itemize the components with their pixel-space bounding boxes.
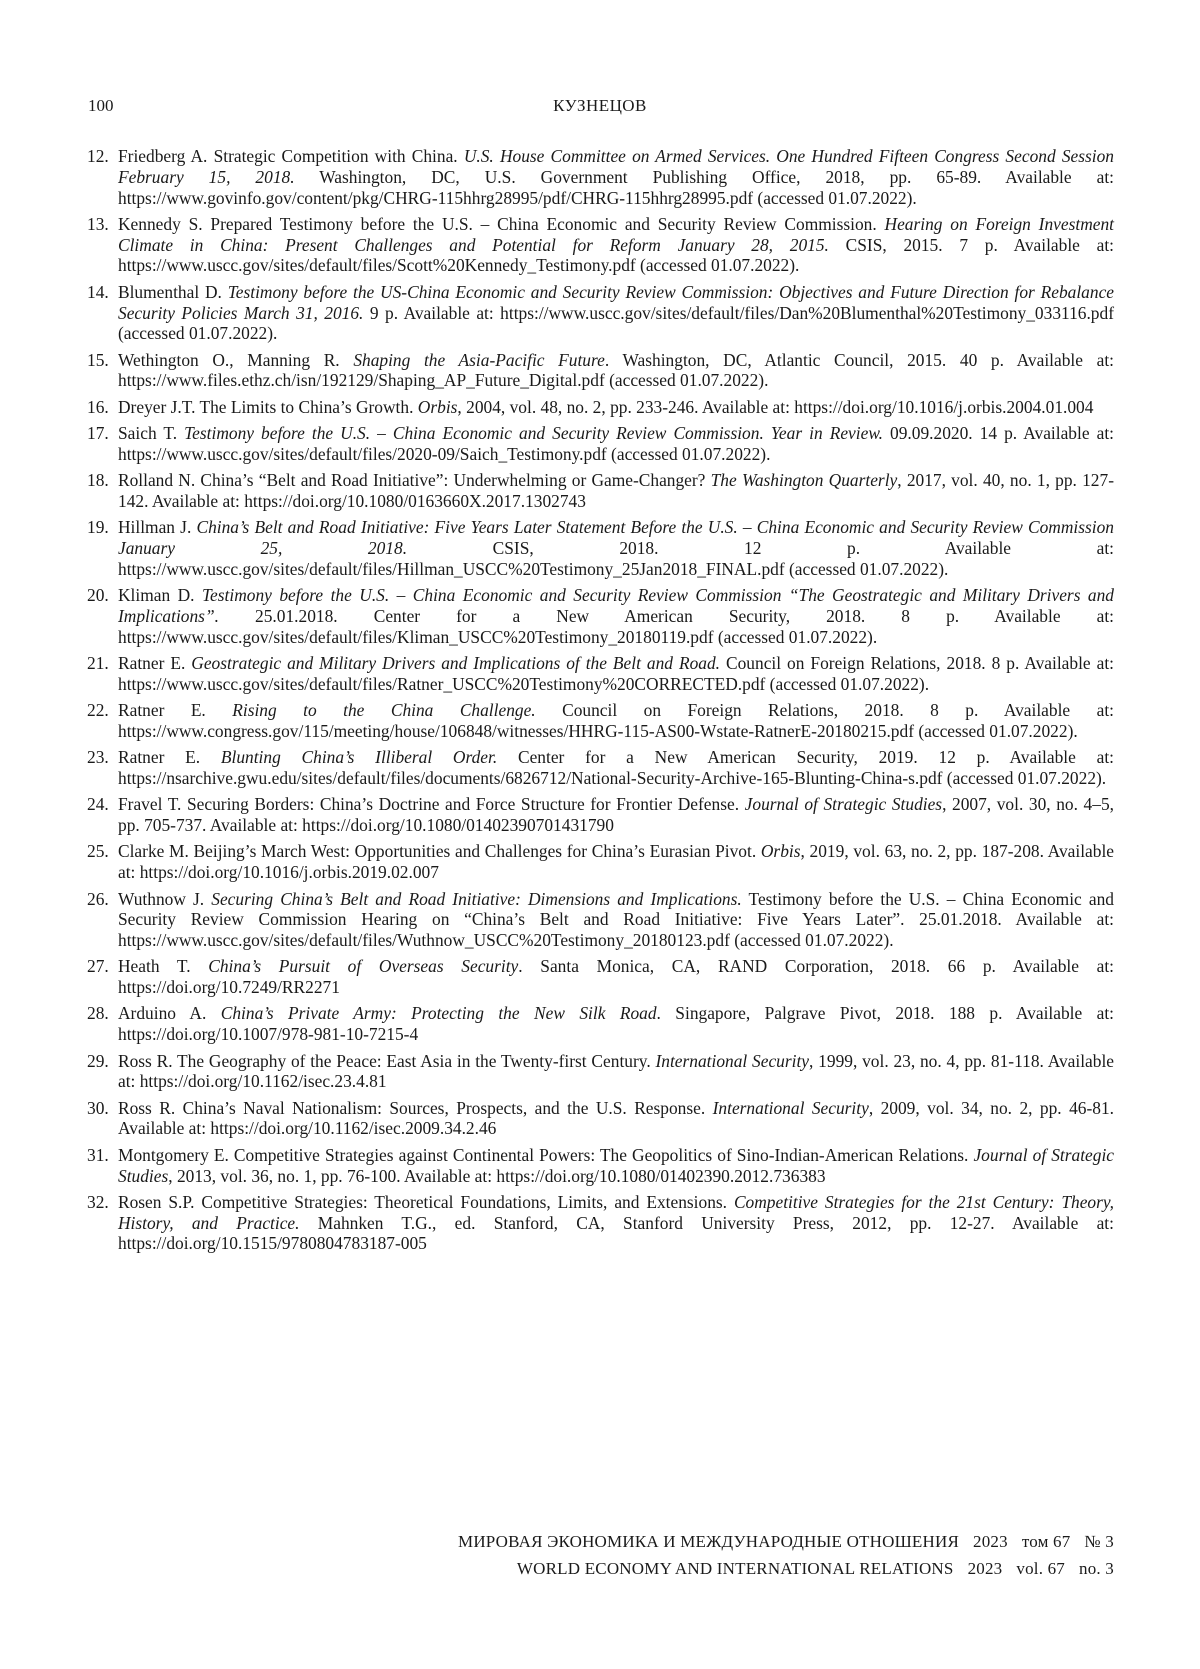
reference-details: Mahnken T.G., ed. Stanford, CA, Stanford University Press, 2012, pp. 12-27. Available at: https://doi.org/10.1515/9780804783187-005 [118,1213,1114,1254]
journal-year-en: 2023 [968,1559,1003,1578]
journal-name-ru: МИРОВАЯ ЭКОНОМИКА И МЕЖДУНАРОДНЫЕ ОТНОШЕНИЯ [458,1532,959,1551]
reference-details: 25.01.2018. Center for a New American Security, 2018. 8 p. Available at: https://www.uscc.gov/sites/default/files/Kliman_USCC%20Testimony_20180119.pdf (accessed 01.07.2022). [118,606,1114,647]
reference-details: Council on Foreign Relations, 2018. 8 p. Available at: https://www.congress.gov/115/meeting/house/106848/witnesses/HHRG-115-AS00-Wstate-RatnerE-20180215.pdf (accessed 01.07.2022). [118,700,1114,741]
reference-details: , 2013, vol. 36, no. 1, pp. 76-100. Available at: https://doi.org/10.1080/01402390.2012.736383 [168,1166,825,1186]
reference-title: Testimony before the U.S. – China Economic and Security Review Commission “The Geostrategic and Military Drivers and Implications”. [118,585,1114,626]
reference-details: CSIS, 2018. 12 p. Available at: https://www.uscc.gov/sites/default/files/Hillman_USCC%20Testimony_25Jan2018_FINAL.pdf (accessed 01.07.2022). [118,538,1114,579]
page-number: 100 [88,96,114,116]
reference-item [87,350,1114,392]
reference-number: 27. [87,956,109,977]
reference-title: International Security [713,1098,869,1118]
reference-item [87,700,1114,742]
reference-item [87,1145,1114,1187]
reference-title: International Security [655,1051,809,1071]
journal-issue-en: no. 3 [1079,1559,1114,1578]
reference-details: 9 p. Available at: https://www.uscc.gov/sites/default/files/Dan%20Blumenthal%20Testimony_033116.pdf (accessed 01.07.2022). [118,303,1114,344]
reference-number: 20. [87,585,109,606]
reference-number: 22. [87,700,109,721]
reference-number: 12. [87,146,109,167]
reference-author: Hillman J. [118,517,196,537]
reference-title: Orbis [418,397,458,417]
reference-number: 16. [87,397,109,418]
reference-author: Ratner E. [118,700,232,720]
reference-author: Wuthnow J. [118,889,211,909]
reference-title: China’s Private Army: Protecting the New Silk Road [221,1003,657,1023]
journal-volume-ru: том 67 [1022,1532,1071,1551]
reference-number: 25. [87,841,109,862]
reference-title: The Washington Quarterly [711,470,898,490]
reference-number: 30. [87,1098,109,1119]
reference-number: 13. [87,214,109,235]
reference-number: 32. [87,1192,109,1213]
reference-title: Rising to the China Challenge. [232,700,535,720]
journal-year-ru: 2023 [973,1532,1008,1551]
reference-title: Journal of Strategic Studies [118,1145,1114,1186]
reference-author: Kennedy S. Prepared Testimony before the U.S. – China Economic and Security Review Commission. [118,214,885,234]
reference-number: 14. [87,282,109,303]
reference-details: , 2009, vol. 34, no. 2, pp. 46-81. Available at: https://doi.org/10.1162/isec.2009.34.2.46 [118,1098,1114,1139]
reference-details: 09.09.2020. 14 p. Available at: https://www.uscc.gov/sites/default/files/2020-09/Saich_Testimony.pdf (accessed 01.07.2022). [118,423,1114,464]
reference-title: Blunting China’s Illiberal Order. [221,747,497,767]
reference-author: Rolland N. China’s “Belt and Road Initiative”: Underwhelming or Game-Changer? [118,470,711,490]
reference-item [87,1051,1114,1093]
reference-item [87,517,1114,579]
reference-title: Competitive Strategies for the 21st Century: Theory, History, and Practice. [118,1192,1114,1233]
reference-details: , 2007, vol. 30, no. 4–5, pp. 705-737. Available at: https://doi.org/10.1080/01402390701431790 [118,794,1114,835]
reference-author: Blumenthal D. [118,282,228,302]
reference-author: Friedberg A. Strategic Competition with China. [118,146,464,166]
reference-number: 24. [87,794,109,815]
reference-author: Rosen S.P. Competitive Strategies: Theoretical Foundations, Limits, and Extensions. [118,1192,734,1212]
reference-title: Testimony before the US-China Economic and Security Review Commission: Objectives and Future Direction for Rebalance Security Policies March 31, 2016. [118,282,1114,323]
reference-author: Fravel T. Securing Borders: China’s Doctrine and Force Structure for Frontier Defense. [118,794,745,814]
reference-details: , 1999, vol. 23, no. 4, pp. 81-118. Available at: https://doi.org/10.1162/isec.23.4.81 [118,1051,1114,1092]
reference-number: 26. [87,889,109,910]
reference-details: Testimony before the U.S. – China Economic and Security Review Commission Hearing on “China’s Belt and Road Initiative: Five Years Later”. 25.01.2018. Available at: https://www.uscc.gov/sites/default/files/Wuthnow_USCC%20Testimony_20180123.pdf (accessed 01.07.2022). [118,889,1114,951]
reference-item [87,653,1114,695]
reference-number: 28. [87,1003,109,1024]
journal-footer-ru [458,1532,1114,1552]
reference-details: . Santa Monica, CA, RAND Corporation, 2018. 66 p. Available at: https://doi.org/10.7249/RR2271 [118,956,1114,997]
reference-author: Ross R. The Geography of the Peace: East Asia in the Twenty-first Century. [118,1051,655,1071]
reference-item [87,841,1114,883]
reference-details: Washington, DC, U.S. Government Publishing Office, 2018, pp. 65-89. Available at: https://www.govinfo.gov/content/pkg/CHRG-115hhrg28995/pdf/CHRG-115hhrg28995.pdf (accessed 01.07.2022). [118,167,1114,208]
journal-volume-en: vol. 67 [1016,1559,1065,1578]
reference-author: Montgomery E. Competitive Strategies against Continental Powers: The Geopolitics of Sino-Indian-American Relations. [118,1145,973,1165]
reference-title: Securing China’s Belt and Road Initiative: Dimensions and Implications. [211,889,741,909]
reference-item [87,146,1114,208]
reference-item [87,585,1114,647]
reference-item [87,423,1114,465]
reference-details: , 2017, vol. 40, no. 1, pp. 127-142. Available at: https://doi.org/10.1080/0163660X.2017.1302743 [118,470,1114,511]
reference-item [87,956,1114,998]
reference-author: Arduino A. [118,1003,221,1023]
reference-details: Council on Foreign Relations, 2018. 8 p. Available at: https://www.uscc.gov/sites/default/files/Ratner_USCC%20Testimony%20CORRECTED.pdf (accessed 01.07.2022). [118,653,1114,694]
reference-title: Shaping the Asia-Pacific Future [353,350,605,370]
reference-title: Testimony before the U.S. – China Economic and Security Review Commission. Year in Review. [184,423,883,443]
reference-title: China’s Belt and Road Initiative: Five Years Later Statement Before the U.S. – China Economic and Security Review Commission January 25, 2018. [118,517,1114,558]
reference-details: . Washington, DC, Atlantic Council, 2015. 40 p. Available at: https://www.files.ethz.ch/isn/192129/Shaping_AP_Future_Digital.pdf (accessed 01.07.2022). [118,350,1114,391]
reference-number: 18. [87,470,109,491]
reference-number: 29. [87,1051,109,1072]
reference-author: Wethington O., Manning R. [118,350,353,370]
reference-author: Ratner E. [118,747,221,767]
reference-number: 23. [87,747,109,768]
reference-author: Saich T. [118,423,184,443]
reference-title: Hearing on Foreign Investment Climate in China: Present Challenges and Potential for Reform January 28, 2015. [118,214,1114,255]
reference-author: Dreyer J.T. The Limits to China’s Growth. [118,397,418,417]
journal-footer-en [517,1559,1114,1579]
reference-item [87,282,1114,344]
reference-item [87,1192,1114,1254]
reference-item [87,794,1114,836]
reference-author: Heath T. [118,956,208,976]
reference-title: Geostrategic and Military Drivers and Implications of the Belt and Road. [191,653,720,673]
running-head: КУЗНЕЦОВ [0,96,1200,116]
reference-details: , 2019, vol. 63, no. 2, pp. 187-208. Available at: https://doi.org/10.1016/j.orbis.2019.02.007 [118,841,1114,882]
reference-details: . Singapore, Palgrave Pivot, 2018. 188 p. Available at: https://doi.org/10.1007/978-981-10-7215-4 [118,1003,1114,1044]
reference-number: 17. [87,423,109,444]
reference-item [87,747,1114,789]
reference-details: CSIS, 2015. 7 p. Available at: https://www.uscc.gov/sites/default/files/Scott%20Kennedy_Testimony.pdf (accessed 01.07.2022). [118,235,1114,276]
reference-number: 21. [87,653,109,674]
reference-author: Ross R. China’s Naval Nationalism: Sources, Prospects, and the U.S. Response. [118,1098,713,1118]
reference-item [87,1003,1114,1045]
reference-author: Clarke M. Beijing’s March West: Opportunities and Challenges for China’s Eurasian Pivot. [118,841,761,861]
reference-details: Center for a New American Security, 2019. 12 p. Available at: https://nsarchive.gwu.edu/sites/default/files/documents/6826712/National-Security-Archive-165-Blunting-China-s.pdf (accessed 01.07.2022). [118,747,1114,788]
reference-number: 15. [87,350,109,371]
reference-details: , 2004, vol. 48, no. 2, pp. 233-246. Available at: https://doi.org/10.1016/j.orbis.2004.01.004 [457,397,1093,417]
reference-title: China’s Pursuit of Overseas Security [208,956,518,976]
reference-number: 31. [87,1145,109,1166]
reference-number: 19. [87,517,109,538]
reference-item [87,889,1114,951]
reference-title: Journal of Strategic Studies [745,794,942,814]
reference-item [87,1098,1114,1140]
reference-item [87,470,1114,512]
journal-issue-ru: № 3 [1084,1532,1114,1551]
reference-item [87,214,1114,276]
reference-list [87,146,1114,1260]
reference-author: Ratner E. [118,653,191,673]
reference-title: Orbis [761,841,801,861]
journal-name-en: WORLD ECONOMY AND INTERNATIONAL RELATIONS [517,1559,954,1578]
reference-title: U.S. House Committee on Armed Services. One Hundred Fifteen Congress Second Session February 15, 2018. [118,146,1114,187]
reference-author: Kliman D. [118,585,202,605]
reference-item [87,397,1114,418]
